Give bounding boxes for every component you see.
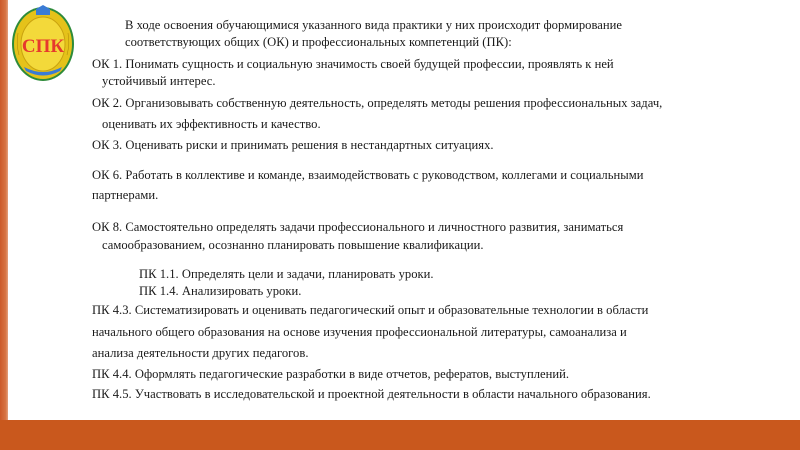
pk43-line-2: начального общего образования на основе изучения профессиональной литературы, самоанализа и bbox=[92, 325, 627, 339]
ok2-line-1: ОК 2. Организовывать собственную деятельность, определять методы решения профессиональных задач, bbox=[92, 96, 663, 110]
pk14-line: ПК 1.4. Анализировать уроки. bbox=[139, 284, 302, 298]
bottom-accent-bar bbox=[0, 420, 800, 450]
pk45-line: ПК 4.5. Участвовать в исследовательской и проектной деятельности в области начального образования. bbox=[92, 387, 651, 401]
logo-abbreviation: СПК bbox=[21, 36, 65, 57]
college-logo bbox=[10, 3, 76, 83]
pk44-line: ПК 4.4. Оформлять педагогические разработки в виде отчетов, рефератов, выступлений. bbox=[92, 367, 570, 381]
ok3-line: ОК 3. Оценивать риски и принимать решения в нестандартных ситуациях. bbox=[92, 138, 494, 152]
logo-emblem-icon bbox=[10, 3, 76, 83]
ok1-line-1: ОК 1. Понимать сущность и социальную значимость своей будущей профессии, проявлять к ней bbox=[92, 57, 614, 71]
pk11-line: ПК 1.1. Определять цели и задачи, планировать уроки. bbox=[139, 267, 434, 281]
intro-line-1: В ходе освоения обучающимися указанного вида практики у них происходит формирование bbox=[125, 18, 622, 32]
ok6-line-2: партнерами. bbox=[92, 188, 159, 202]
ok6-line-1: ОК 6. Работать в коллективе и команде, взаимодействовать с руководством, коллегами и социальными bbox=[92, 168, 644, 182]
intro-line-2: соответствующих общих (ОК) и профессиональных компетенций (ПК): bbox=[125, 35, 512, 49]
left-accent-strip bbox=[0, 0, 8, 420]
ok8-line-1: ОК 8. Самостоятельно определять задачи профессионального и личностного развития, заниматься bbox=[92, 220, 624, 234]
pk43-line-3: анализа деятельности других педагогов. bbox=[92, 346, 309, 360]
pk43-line-1: ПК 4.3. Систематизировать и оценивать педагогический опыт и образовательные технологии в области bbox=[92, 303, 649, 317]
ok1-line-2: устойчивый интерес. bbox=[102, 74, 216, 88]
ok2-line-2: оценивать их эффективность и качество. bbox=[102, 117, 321, 131]
ok8-line-2: самообразованием, осознанно планировать повышение квалификации. bbox=[102, 238, 484, 252]
